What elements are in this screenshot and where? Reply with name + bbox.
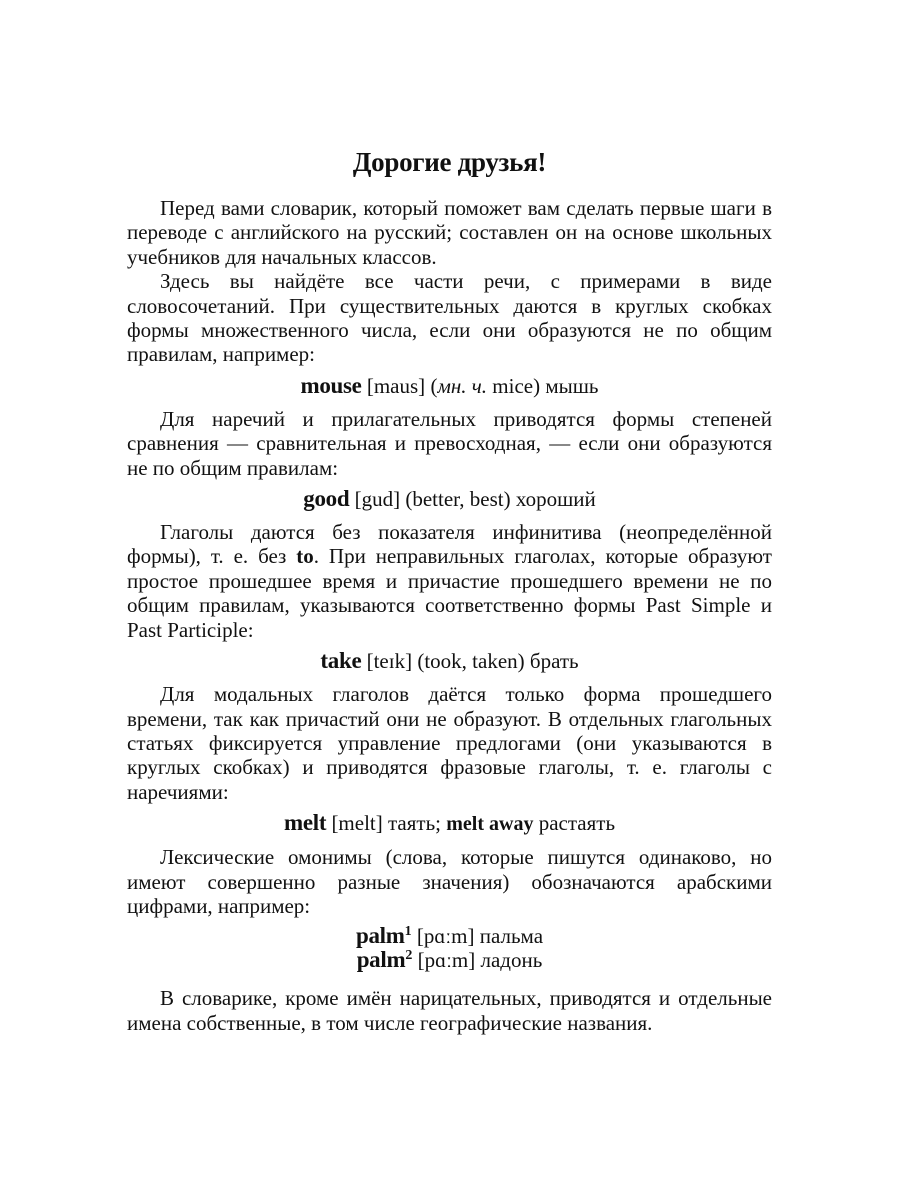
example-melt [127,808,772,839]
page-title: Дорогие друзья! [352,147,547,177]
translation: мышь [545,373,599,398]
homonym-index: 1 [404,924,412,940]
verbs-text-after: . При неправильных глаголах, которые образуют простое прошедшее время и причастие прошедшего времени не по общим правилам, указываются соответственно формы Past Simple и Past Participle: [127,544,772,642]
verb-forms: (took, taken) [417,649,525,674]
document-page [127,140,772,1035]
transcription: [pɑːm] [417,948,476,973]
phrasal-translation: растаять [538,811,616,836]
example-mouse [127,371,772,401]
paragraph-verbs [127,520,772,642]
transcription: [maus] [366,373,426,398]
paragraph-nouns: Здесь вы найдёте все части речи, с примерами в виде словосочетаний. При существительных даются в круглых скобках формы множественного числа, если они образуются не по общим правилам, например: [127,269,772,367]
comparison-forms: (better, best) [405,487,511,512]
translation: хороший [515,487,596,512]
paragraph-intro: Перед вами словарик, который поможет вам сделать первые шаги в переводе с английского на русский; составлен он на основе школьных учебников для начальных классов. [127,196,772,269]
example-good [127,484,772,514]
transcription: [pɑːm] [416,924,475,949]
abbreviation: мн. ч. [437,373,488,398]
bracket-open: ( [430,373,438,398]
headword: take [320,648,362,674]
translation: брать [529,649,579,674]
phrasal-verb: melt away [446,813,534,836]
infinitive-marker: to [296,544,314,569]
example-palm-2 [127,948,772,972]
headword: palm [355,923,405,949]
paragraph-homonyms: Лексические омонимы (слова, которые пишутся одинаково, но имеют совершенно разные значения) обозначаются арабскими цифрами, например: [127,845,772,918]
example-palm-1 [127,924,772,948]
transcription: [gud] [354,487,401,512]
translation: ладонь [480,948,543,973]
paragraph-proper-names: В словарике, кроме имён нарицательных, приводятся и отдельные имена собственные, в том числе географические названия. [127,986,772,1035]
transcription: [melt] [331,811,383,836]
headword: palm [356,947,406,973]
headword: melt [283,810,327,836]
transcription: [teɪk] [366,649,413,674]
translation: пальма [479,924,544,949]
translation: таять; [388,811,442,836]
example-take [127,646,772,676]
paragraph-adjectives: Для наречий и прилагательных приводятся формы степеней сравнения — сравнительная и превосходная, — если они образуются не по общим правилам: [127,406,772,480]
homonym-index: 2 [405,948,413,964]
headword: good [303,486,350,512]
verbs-text-before: Глаголы даются без показателя инфинитива (неопределённой формы), т. е. без [127,520,772,569]
headword: mouse [300,372,362,398]
plural-form: mice) [492,373,541,398]
paragraph-modal-verbs: Для модальных глаголов даётся только форма прошедшего времени, так как причастий они не образуют. В отдельных глагольных статьях фиксируется управление предлогами (они указываются в круглых скобках) и приводятся фразовые глаголы, т. е. глаголы с наречиями: [127,682,772,804]
